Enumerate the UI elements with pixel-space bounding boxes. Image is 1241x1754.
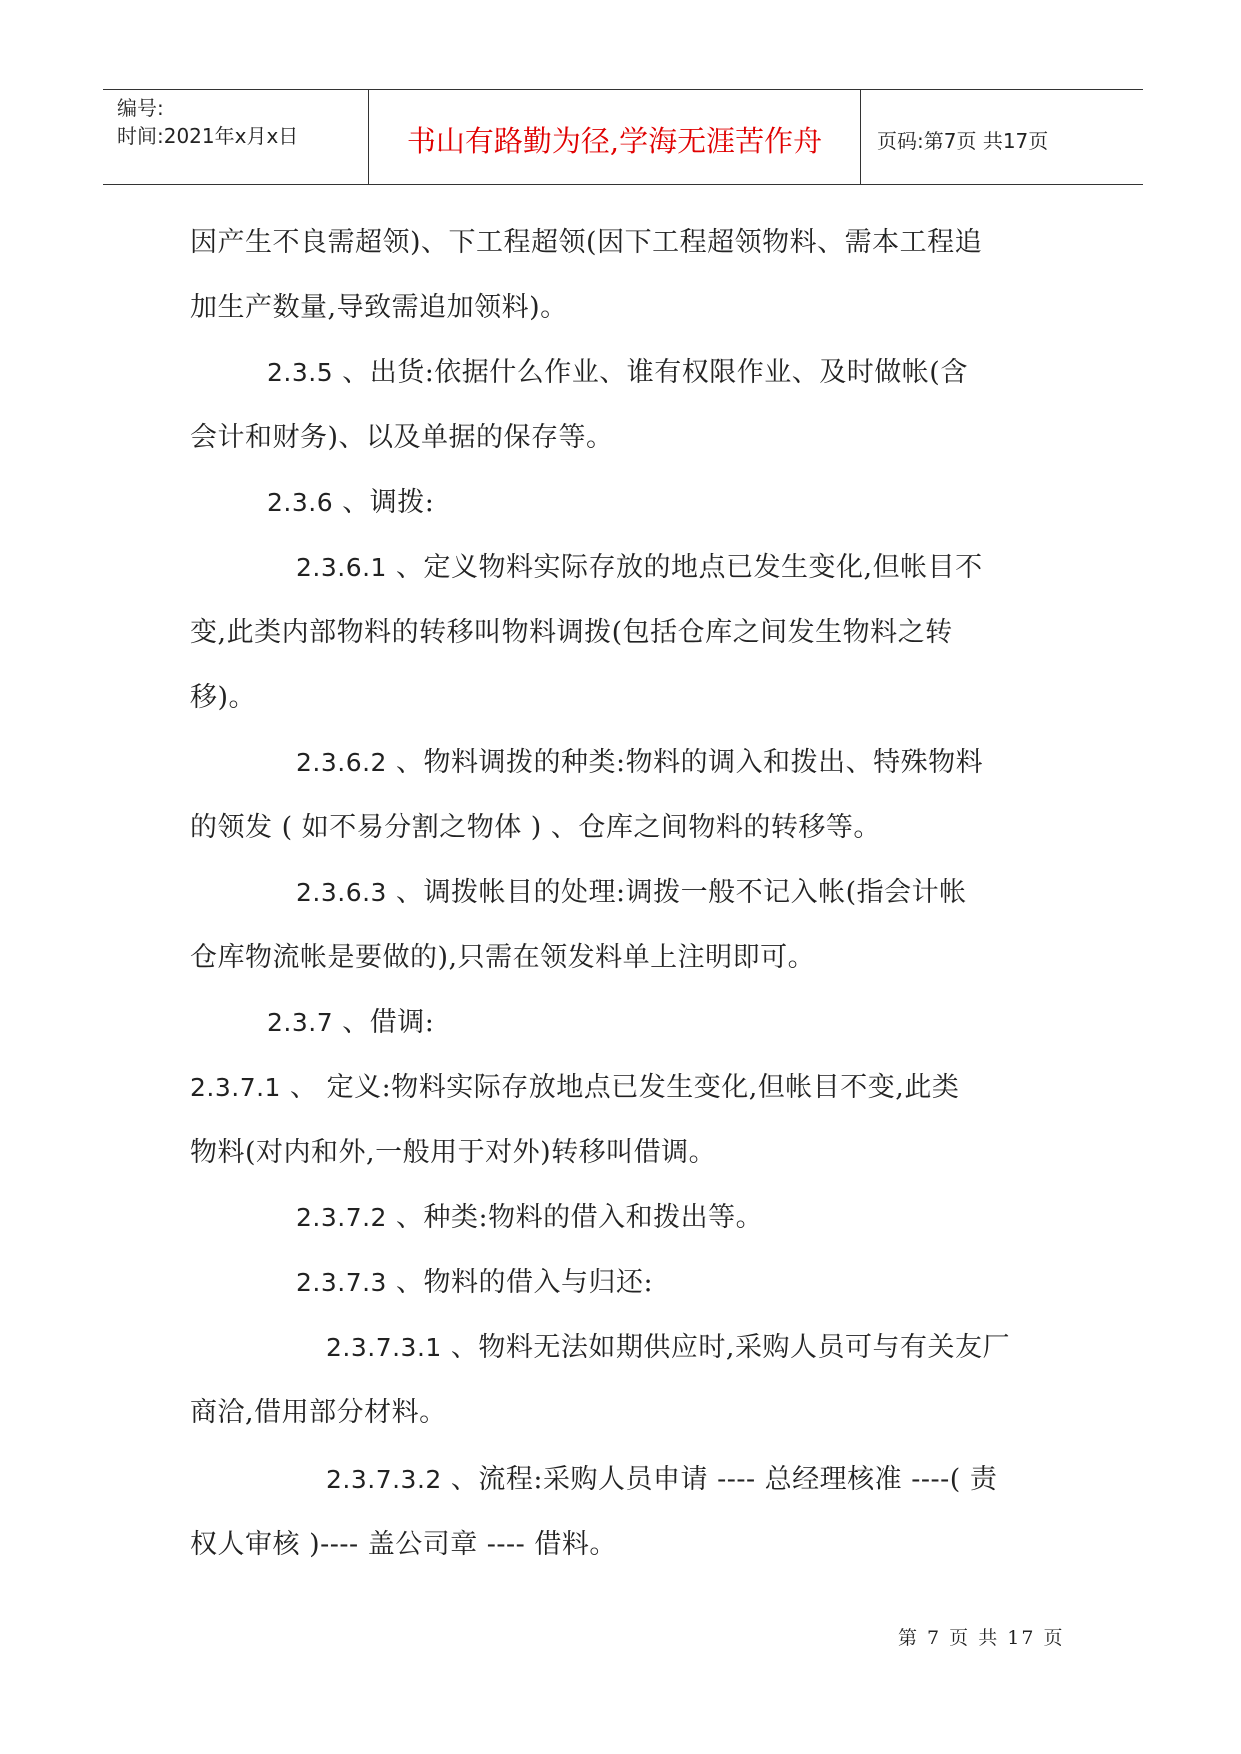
header-info-cell	[103, 90, 369, 184]
section-2-3-6-2: 2.3.6.2 、物料调拨的种类:物料的调入和拨出、特殊物料	[296, 747, 984, 778]
section-2-3-7-1: 2.3.7.1 、 定义:物料实际存放地点已发生变化,但帐目不变,此类	[190, 1072, 960, 1103]
section-number: 2.3.6.1	[296, 553, 387, 582]
section-number: 2.3.7.3.1	[326, 1333, 442, 1362]
body-line: 变,此类内部物料的转移叫物料调拨(包括仓库之间发生物料之转	[190, 617, 953, 648]
body-line: 仓库物流帐是要做的),只需在领发料单上注明即可。	[190, 942, 816, 973]
body-line: 物料(对内和外,一般用于对外)转移叫借调。	[190, 1137, 717, 1168]
body-line: 加生产数量,导致需追加领料)。	[190, 292, 568, 323]
section-2-3-6-1: 2.3.6.1 、定义物料实际存放的地点已发生变化,但帐目不	[296, 552, 983, 583]
body-line: 因产生不良需超领)、下工程超领(因下工程超领物料、需本工程追	[190, 227, 983, 258]
body-line: 权人审核 )---- 盖公司章 ---- 借料。	[190, 1529, 617, 1560]
section-number: 2.3.6	[267, 488, 334, 517]
section-2-3-7-2: 2.3.7.2 、种类:物料的借入和拨出等。	[296, 1202, 764, 1233]
section-2-3-6-3: 2.3.6.3 、调拨帐目的处理:调拨一般不记入帐(指会计帐	[296, 877, 967, 908]
doc-time-label: 时间:2021年x月x日	[117, 124, 299, 148]
section-number: 2.3.7.1	[190, 1073, 281, 1102]
body-line: 商洽,借用部分材料。	[190, 1397, 447, 1428]
section-2-3-7-3-2: 2.3.7.3.2 、流程:采购人员申请 ---- 总经理核准 ----( 责	[326, 1464, 998, 1495]
header-motto-cell	[369, 90, 861, 184]
section-2-3-5: 2.3.5 、出货:依据什么作业、谁有权限作业、及时做帐(含	[267, 357, 968, 388]
section-number: 2.3.5	[267, 358, 334, 387]
section-number: 2.3.7.2	[296, 1203, 387, 1232]
section-2-3-7-3: 2.3.7.3 、物料的借入与归还:	[296, 1267, 654, 1298]
section-2-3-7-3-1: 2.3.7.3.1 、物料无法如期供应时,采购人员可与有关友厂	[326, 1332, 1010, 1363]
body-line: 移)。	[190, 682, 257, 713]
page-footer: 第 7 页 共 17 页	[898, 1627, 1065, 1649]
section-number: 2.3.7.3	[296, 1268, 387, 1297]
section-number: 2.3.6.2	[296, 748, 387, 777]
header-page-cell	[861, 90, 1143, 184]
doc-number-label: 编号:	[117, 96, 164, 120]
body-line: 会计和财务)、以及单据的保存等。	[190, 422, 614, 453]
page-header	[103, 89, 1143, 185]
section-number: 2.3.7	[267, 1008, 334, 1037]
section-number: 2.3.7.3.2	[326, 1465, 442, 1494]
motto-text: 书山有路勤为径,学海无涯苦作舟	[406, 124, 823, 158]
section-2-3-6: 2.3.6 、调拨:	[267, 487, 435, 518]
section-2-3-7: 2.3.7 、借调:	[267, 1007, 435, 1038]
body-line: 的领发 ( 如不易分割之物体 ) 、仓库之间物料的转移等。	[190, 812, 881, 843]
header-page-number: 页码:第7页 共17页	[877, 129, 1049, 153]
section-number: 2.3.6.3	[296, 878, 387, 907]
document-body	[190, 218, 1060, 1585]
